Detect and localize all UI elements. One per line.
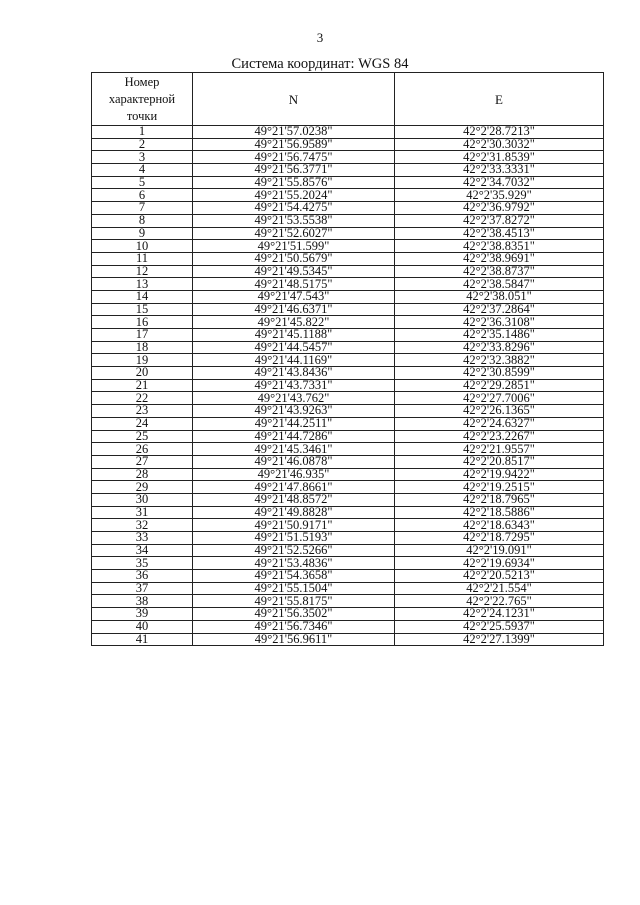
table-row xyxy=(92,481,604,494)
n-coordinate-cell: 49°21'50.9171" xyxy=(193,519,395,532)
n-coordinate-cell: 49°21'43.762" xyxy=(193,392,395,405)
n-coordinate-cell: 49°21'51.5193" xyxy=(193,532,395,545)
table-row xyxy=(92,519,604,532)
table-row xyxy=(92,252,604,265)
table-row xyxy=(92,532,604,545)
point-number-cell: 28 xyxy=(92,468,193,481)
table-row xyxy=(92,392,604,405)
n-coordinate-cell: 49°21'50.5679" xyxy=(193,252,395,265)
point-number-cell: 37 xyxy=(92,582,193,595)
table-row xyxy=(92,608,604,621)
point-number-cell: 33 xyxy=(92,532,193,545)
table-row xyxy=(92,570,604,583)
e-coordinate-cell: 42°2'19.091" xyxy=(395,544,604,557)
point-number-cell: 27 xyxy=(92,455,193,468)
e-coordinate-cell: 42°2'26.1365" xyxy=(395,405,604,418)
header-point-line-2: характерной xyxy=(108,91,176,106)
e-coordinate-cell: 42°2'33.3331" xyxy=(395,164,604,177)
e-coordinate-cell: 42°2'31.8539" xyxy=(395,151,604,164)
e-coordinate-cell: 42°2'36.3108" xyxy=(395,316,604,329)
e-coordinate-cell: 42°2'27.7006" xyxy=(395,392,604,405)
point-number-cell: 14 xyxy=(92,290,193,303)
point-number-cell: 1 xyxy=(92,126,193,139)
header-n: N xyxy=(193,73,395,126)
n-coordinate-cell: 49°21'52.6027" xyxy=(193,227,395,240)
n-coordinate-cell: 49°21'55.2024" xyxy=(193,189,395,202)
e-coordinate-cell: 42°2'38.051" xyxy=(395,290,604,303)
n-coordinate-cell: 49°21'45.1188" xyxy=(193,329,395,342)
e-coordinate-cell: 42°2'23.2267" xyxy=(395,430,604,443)
n-coordinate-cell: 49°21'46.6371" xyxy=(193,303,395,316)
e-coordinate-cell: 42°2'20.5213" xyxy=(395,570,604,583)
point-number-cell: 7 xyxy=(92,202,193,215)
point-number-cell: 29 xyxy=(92,481,193,494)
n-coordinate-cell: 49°21'55.8175" xyxy=(193,595,395,608)
e-coordinate-cell: 42°2'19.6934" xyxy=(395,557,604,570)
n-coordinate-cell: 49°21'44.1169" xyxy=(193,354,395,367)
e-coordinate-cell: 42°2'21.9557" xyxy=(395,443,604,456)
table-row xyxy=(92,595,604,608)
table-row xyxy=(92,354,604,367)
e-coordinate-cell: 42°2'25.5937" xyxy=(395,620,604,633)
n-coordinate-cell: 49°21'56.9589" xyxy=(193,138,395,151)
n-coordinate-cell: 49°21'44.7286" xyxy=(193,430,395,443)
n-coordinate-cell: 49°21'56.7475" xyxy=(193,151,395,164)
header-point-line-1: Номер xyxy=(124,74,160,89)
point-number-cell: 39 xyxy=(92,608,193,621)
header-point-line-3: точки xyxy=(126,108,158,123)
point-number-cell: 2 xyxy=(92,138,193,151)
e-coordinate-cell: 42°2'29.2851" xyxy=(395,379,604,392)
n-coordinate-cell: 49°21'52.5266" xyxy=(193,544,395,557)
table-row xyxy=(92,341,604,354)
e-coordinate-cell: 42°2'24.1231" xyxy=(395,608,604,621)
n-coordinate-cell: 49°21'56.9611" xyxy=(193,633,395,646)
table-row xyxy=(92,151,604,164)
table-row xyxy=(92,620,604,633)
point-number-cell: 26 xyxy=(92,443,193,456)
n-coordinate-cell: 49°21'46.0878" xyxy=(193,455,395,468)
n-coordinate-cell: 49°21'53.5538" xyxy=(193,214,395,227)
table-row xyxy=(92,164,604,177)
table-row xyxy=(92,417,604,430)
table-row xyxy=(92,126,604,139)
table-row xyxy=(92,329,604,342)
table-row xyxy=(92,633,604,646)
e-coordinate-cell: 42°2'37.2864" xyxy=(395,303,604,316)
point-number-cell: 31 xyxy=(92,506,193,519)
e-coordinate-cell: 42°2'35.929" xyxy=(395,189,604,202)
e-coordinate-cell: 42°2'32.3882" xyxy=(395,354,604,367)
e-coordinate-cell: 42°2'21.554" xyxy=(395,582,604,595)
n-coordinate-cell: 49°21'45.3461" xyxy=(193,443,395,456)
n-coordinate-cell: 49°21'46.935" xyxy=(193,468,395,481)
e-coordinate-cell: 42°2'38.5847" xyxy=(395,278,604,291)
e-coordinate-cell: 42°2'18.7965" xyxy=(395,493,604,506)
point-number-cell: 12 xyxy=(92,265,193,278)
table-row xyxy=(92,405,604,418)
n-coordinate-cell: 49°21'53.4836" xyxy=(193,557,395,570)
n-coordinate-cell: 49°21'45.822" xyxy=(193,316,395,329)
n-coordinate-cell: 49°21'56.3502" xyxy=(193,608,395,621)
point-number-cell: 8 xyxy=(92,214,193,227)
table-row xyxy=(92,227,604,240)
table-row xyxy=(92,316,604,329)
header-e: E xyxy=(395,73,604,126)
table-row xyxy=(92,176,604,189)
point-number-cell: 23 xyxy=(92,405,193,418)
point-number-cell: 34 xyxy=(92,544,193,557)
point-number-cell: 13 xyxy=(92,278,193,291)
table-body xyxy=(92,126,604,646)
e-coordinate-cell: 42°2'22.765" xyxy=(395,595,604,608)
n-coordinate-cell: 49°21'54.4275" xyxy=(193,202,395,215)
point-number-cell: 40 xyxy=(92,620,193,633)
e-coordinate-cell: 42°2'38.9691" xyxy=(395,252,604,265)
point-number-cell: 15 xyxy=(92,303,193,316)
point-number-cell: 22 xyxy=(92,392,193,405)
point-number-cell: 30 xyxy=(92,493,193,506)
n-coordinate-cell: 49°21'54.3658" xyxy=(193,570,395,583)
e-coordinate-cell: 42°2'38.8351" xyxy=(395,240,604,253)
n-coordinate-cell: 49°21'47.543" xyxy=(193,290,395,303)
point-number-cell: 5 xyxy=(92,176,193,189)
page-number: 3 xyxy=(316,30,324,45)
point-number-cell: 21 xyxy=(92,379,193,392)
point-number-cell: 16 xyxy=(92,316,193,329)
n-coordinate-cell: 49°21'55.8576" xyxy=(193,176,395,189)
header-point-number xyxy=(92,73,193,126)
n-coordinate-cell: 49°21'48.8572" xyxy=(193,493,395,506)
table-row xyxy=(92,582,604,595)
e-coordinate-cell: 42°2'34.7032" xyxy=(395,176,604,189)
point-number-cell: 9 xyxy=(92,227,193,240)
n-coordinate-cell: 49°21'43.9263" xyxy=(193,405,395,418)
table-row xyxy=(92,290,604,303)
n-coordinate-cell: 49°21'57.0238" xyxy=(193,126,395,139)
coordinates-table xyxy=(91,72,604,646)
point-number-cell: 24 xyxy=(92,417,193,430)
n-coordinate-cell: 49°21'49.5345" xyxy=(193,265,395,278)
n-coordinate-cell: 49°21'44.5457" xyxy=(193,341,395,354)
e-coordinate-cell: 42°2'18.5886" xyxy=(395,506,604,519)
point-number-cell: 35 xyxy=(92,557,193,570)
n-coordinate-cell: 49°21'51.599" xyxy=(193,240,395,253)
table-row xyxy=(92,493,604,506)
table-row xyxy=(92,506,604,519)
table-row xyxy=(92,367,604,380)
table-row xyxy=(92,303,604,316)
point-number-cell: 20 xyxy=(92,367,193,380)
e-coordinate-cell: 42°2'19.9422" xyxy=(395,468,604,481)
e-coordinate-cell: 42°2'33.8296" xyxy=(395,341,604,354)
e-coordinate-cell: 42°2'38.4513" xyxy=(395,227,604,240)
table-row xyxy=(92,240,604,253)
point-number-cell: 41 xyxy=(92,633,193,646)
e-coordinate-cell: 42°2'18.7295" xyxy=(395,532,604,545)
point-number-cell: 25 xyxy=(92,430,193,443)
e-coordinate-cell: 42°2'27.1399" xyxy=(395,633,604,646)
point-number-cell: 36 xyxy=(92,570,193,583)
point-number-cell: 3 xyxy=(92,151,193,164)
table-row xyxy=(92,468,604,481)
e-coordinate-cell: 42°2'24.6327" xyxy=(395,417,604,430)
point-number-cell: 10 xyxy=(92,240,193,253)
e-coordinate-cell: 42°2'35.1486" xyxy=(395,329,604,342)
e-coordinate-cell: 42°2'37.8272" xyxy=(395,214,604,227)
e-coordinate-cell: 42°2'18.6343" xyxy=(395,519,604,532)
e-coordinate-cell: 42°2'30.3032" xyxy=(395,138,604,151)
table-row xyxy=(92,430,604,443)
table-row xyxy=(92,544,604,557)
point-number-cell: 32 xyxy=(92,519,193,532)
table-row xyxy=(92,278,604,291)
e-coordinate-cell: 42°2'19.2515" xyxy=(395,481,604,494)
point-number-cell: 6 xyxy=(92,189,193,202)
n-coordinate-cell: 49°21'44.2511" xyxy=(193,417,395,430)
point-number-cell: 4 xyxy=(92,164,193,177)
e-coordinate-cell: 42°2'28.7213" xyxy=(395,126,604,139)
e-coordinate-cell: 42°2'38.8737" xyxy=(395,265,604,278)
n-coordinate-cell: 49°21'47.8661" xyxy=(193,481,395,494)
n-coordinate-cell: 49°21'55.1504" xyxy=(193,582,395,595)
e-coordinate-cell: 42°2'20.8517" xyxy=(395,455,604,468)
point-number-cell: 19 xyxy=(92,354,193,367)
point-number-cell: 17 xyxy=(92,329,193,342)
table-row xyxy=(92,443,604,456)
e-coordinate-cell: 42°2'30.8599" xyxy=(395,367,604,380)
table-row xyxy=(92,138,604,151)
n-coordinate-cell: 49°21'49.8828" xyxy=(193,506,395,519)
n-coordinate-cell: 49°21'43.8436" xyxy=(193,367,395,380)
e-coordinate-cell: 42°2'36.9792" xyxy=(395,202,604,215)
n-coordinate-cell: 49°21'48.5175" xyxy=(193,278,395,291)
table-header-row xyxy=(92,73,604,126)
n-coordinate-cell: 49°21'56.3771" xyxy=(193,164,395,177)
point-number-cell: 38 xyxy=(92,595,193,608)
table-row xyxy=(92,455,604,468)
table-row xyxy=(92,202,604,215)
table-row xyxy=(92,557,604,570)
n-coordinate-cell: 49°21'56.7346" xyxy=(193,620,395,633)
point-number-cell: 18 xyxy=(92,341,193,354)
point-number-cell: 11 xyxy=(92,252,193,265)
table-row xyxy=(92,214,604,227)
table-title: Система координат: WGS 84 xyxy=(231,56,409,72)
table-row xyxy=(92,265,604,278)
table-row xyxy=(92,379,604,392)
n-coordinate-cell: 49°21'43.7331" xyxy=(193,379,395,392)
table-row xyxy=(92,189,604,202)
